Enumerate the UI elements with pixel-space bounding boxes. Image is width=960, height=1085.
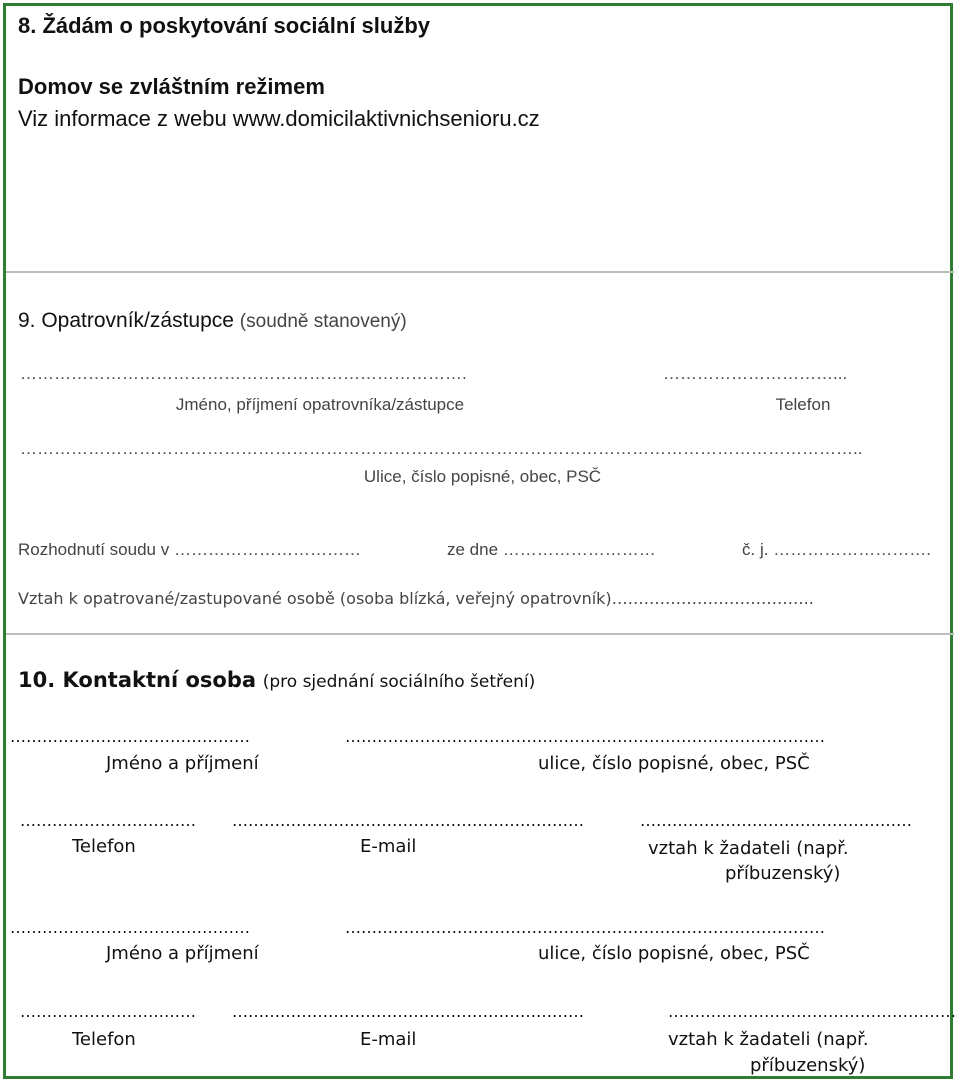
section9-heading (18, 310, 407, 331)
relation-field[interactable]: ……………………………….. (611, 589, 814, 608)
relation-row (18, 591, 953, 607)
contact1-name-label: Jméno a příjmení (106, 753, 259, 774)
contact1-address-label: ulice, číslo popisné, obec, PSČ (538, 753, 810, 774)
section10-heading (18, 670, 535, 691)
section9-note: (soudně stanovený) (239, 311, 407, 332)
contact2-phone-field[interactable]: …………………………… (20, 1002, 196, 1021)
service-name: Domov se zvláštním režimem (18, 74, 325, 99)
section8-heading: 8. Žádám o poskytování sociální služby (18, 13, 431, 38)
guardian-name-label: Jméno, příjmení opatrovníka/zástupce (175, 395, 465, 414)
contact1-relation-field[interactable]: …………………………………………… (640, 811, 912, 830)
contact2-phone-label: Telefon (72, 1029, 136, 1050)
court-row (18, 541, 361, 558)
contact1-phone-field[interactable]: …………………………… (20, 811, 196, 830)
contact2-relation-label-2: příbuzenský) (750, 1055, 866, 1076)
contact1-address-field[interactable]: ……………………………………………………………………………… (345, 727, 825, 746)
contact2-email-field[interactable]: ………………………………………………………… (232, 1002, 584, 1021)
contact2-email-label: E-mail (360, 1029, 417, 1050)
date-label: ze dne (447, 540, 499, 559)
contact1-relation-label-1: vztah k žadateli (např. (648, 838, 849, 859)
relation-label: Vztah k opatrované/zastupované osobě (osoba blízká, veřejný opatrovník) (18, 589, 612, 608)
guardian-phone-field[interactable]: …………………………... (663, 364, 848, 383)
contact1-relation-label-2: příbuzenský) (725, 863, 841, 884)
contact2-address-label: ulice, číslo popisné, obec, PSČ (538, 943, 810, 964)
section9-title: 9. Opatrovník/zástupce (18, 309, 234, 332)
guardian-address-label: Ulice, číslo popisné, obec, PSČ (363, 467, 602, 486)
contact2-relation-field[interactable]: ……………………………………………… (668, 1002, 956, 1021)
contact2-name-label: Jméno a příjmení (106, 943, 259, 964)
ref-label: č. j. (742, 540, 769, 559)
ref-field[interactable]: ………………………. (773, 540, 931, 559)
contact2-relation-label-1: vztah k žadateli (např. (668, 1029, 869, 1050)
separator-2 (6, 633, 954, 635)
guardian-address-field[interactable]: ………………………………………………………………………………………………………………………………….. (20, 439, 863, 458)
ref-row (742, 541, 931, 558)
guardian-phone-label: Telefon (775, 395, 831, 414)
service-info: Viz informace z webu www.domicilaktivnichsenioru.cz (18, 106, 540, 131)
court-field[interactable]: …………………………… (173, 540, 361, 559)
contact2-address-field[interactable]: ……………………………………………………………………………… (345, 918, 825, 937)
date-row (447, 541, 656, 558)
contact1-email-field[interactable]: ………………………………………………………… (232, 811, 584, 830)
date-field[interactable]: ……………………… (502, 540, 656, 559)
section10-note: (pro sjednání sociálního šetření) (262, 672, 536, 692)
contact1-phone-label: Telefon (72, 836, 136, 857)
court-label: Rozhodnutí soudu v (18, 540, 170, 559)
section10-title: 10. Kontaktní osoba (18, 668, 257, 692)
separator-1 (6, 271, 954, 273)
contact1-email-label: E-mail (360, 836, 417, 857)
contact1-name-field[interactable]: ……………………………………… (10, 727, 250, 746)
guardian-name-field[interactable]: ……………………………………………………………………. (20, 364, 467, 383)
contact2-name-field[interactable]: ……………………………………… (10, 918, 250, 937)
